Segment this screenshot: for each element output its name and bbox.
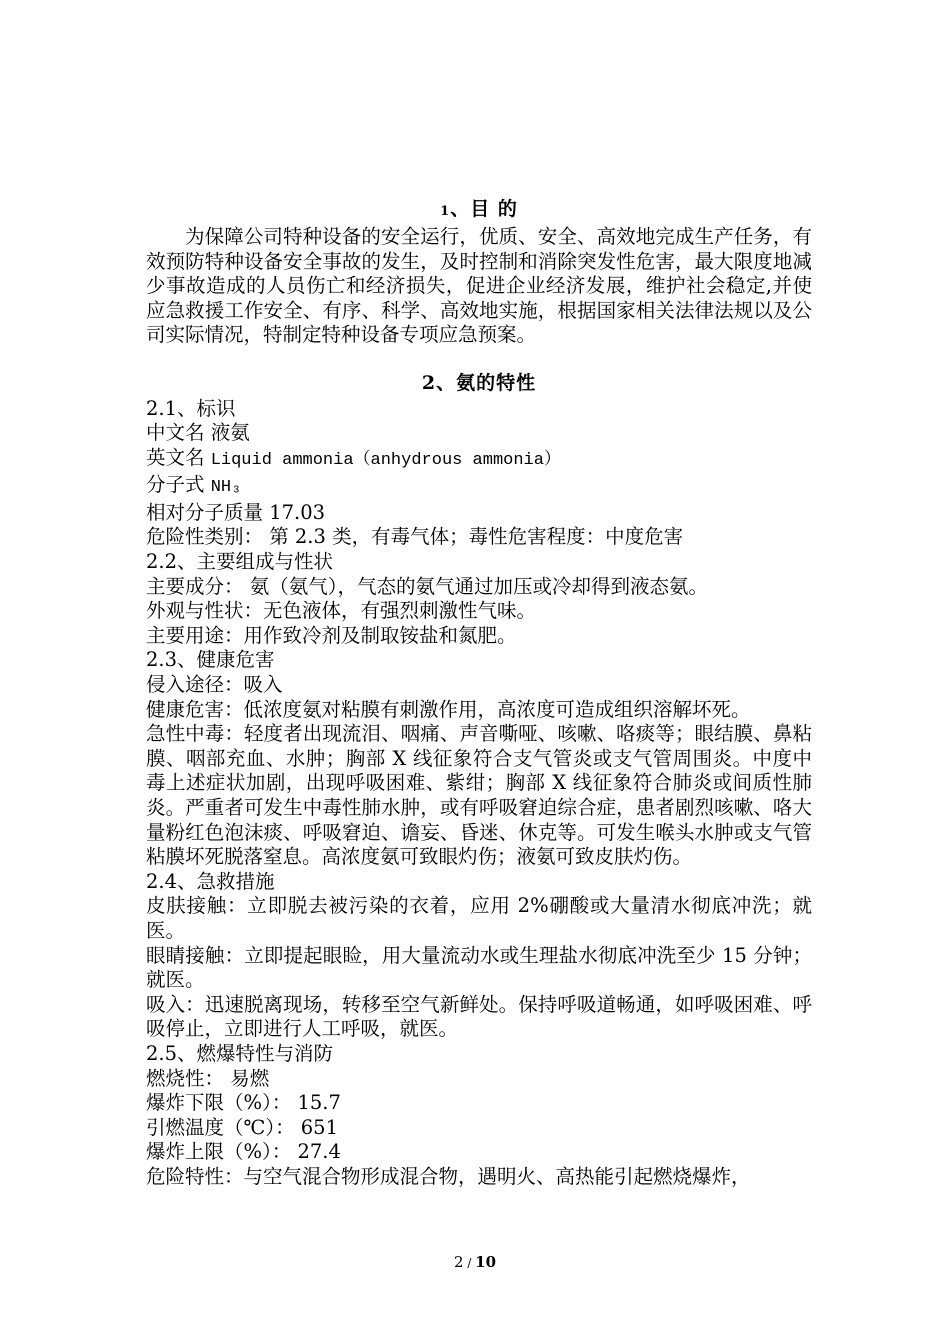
appearance-line: 外观与性状：无色液体，有强烈刺激性气味。 bbox=[146, 599, 537, 623]
lower-explosion-limit-line: 爆炸下限（%）： 15.7 bbox=[146, 1091, 341, 1115]
section-2-heading: 2、氨的特性 bbox=[421, 371, 537, 394]
purpose-paragraph: 为保障公司特种设备的安全运行，优质、安全、高效地完成生产任务，有效预防特种设备安全事故的发生，及时控制和消除突发性危害，最大限度地减少事故造成的人员伤亡和经济损失，促进企业经济发展，维护社会稳定,并使应急救援工作安全、有序、科学、高效地实施，根据国家相关法律法规以及公司实际情况，特制定特种设备专项应急预案。 bbox=[146, 225, 812, 346]
page-total: 10 bbox=[475, 1253, 497, 1271]
section-1-heading bbox=[146, 196, 812, 225]
formula-line bbox=[146, 473, 812, 501]
subsection-2-3-heading: 2.3、健康危害 bbox=[146, 648, 275, 672]
eye-contact-paragraph: 眼睛接触：立即提起眼睑，用大量流动水或生理盐水彻底冲洗至少 15 分钟；就医。 bbox=[146, 943, 812, 992]
usage-line: 主要用途：用作致冷剂及制取铵盐和氮肥。 bbox=[146, 623, 517, 647]
upper-explosion-limit-line: 爆炸上限（%）： 27.4 bbox=[146, 1140, 341, 1164]
page-separator: / bbox=[463, 1256, 476, 1270]
subsection-2-4-heading: 2.4、急救措施 bbox=[146, 869, 275, 893]
chinese-name-line: 中文名 液氨 bbox=[146, 421, 250, 445]
english-name-value: Liquid ammonia（anhydrous ammonia） bbox=[210, 450, 561, 470]
english-name-label: 英文名 bbox=[146, 445, 211, 469]
subsection-2-2-heading: 2.2、主要组成与性状 bbox=[146, 550, 334, 574]
page-number: 2 bbox=[453, 1253, 464, 1271]
section-1-number: 1 bbox=[440, 204, 451, 219]
page-content bbox=[146, 196, 812, 1190]
english-name-line bbox=[146, 446, 812, 474]
ignition-temperature-line: 引燃温度（℃）： 651 bbox=[146, 1115, 338, 1139]
molecular-mass-line: 相对分子质量 17.03 bbox=[146, 500, 326, 524]
subsection-2-1-heading: 2.1、标识 bbox=[146, 396, 236, 420]
formula-value: NH₃ bbox=[210, 478, 242, 498]
composition-line: 主要成分： 氨（氨气），气态的氨气通过加压或冷却得到液态氨。 bbox=[146, 574, 708, 598]
route-line: 侵入途径：吸入 bbox=[146, 673, 283, 697]
subsection-2-5-heading: 2.5、燃爆特性与消防 bbox=[146, 1041, 334, 1065]
formula-label: 分子式 bbox=[146, 473, 211, 497]
health-hazard-line: 健康危害：低浓度氨对粘膜有刺激作用，高浓度可造成组织溶解坏死。 bbox=[146, 697, 751, 721]
acute-poisoning-paragraph: 急性中毒：轻度者出现流泪、咽痛、声音嘶哑、咳嗽、咯痰等；眼结膜、鼻粘膜、咽部充血、水肿；胸部 X 线征象符合支气管炎或支气管周围炎。中度中毒上述症状加剧，出现呼吸困难、紫绀；胸部 X 线征象符合肺炎或间质性肺炎。严重者可发生中毒性肺水肿，或有呼吸窘迫综合症，患者剧烈咳嗽、咯大量粉红色泡沫痰、呼吸窘迫、谵妄、昏迷、休克等。可发生喉头水肿或支气管粘膜坏死脱落窒息。高浓度氨可致眼灼伤；液氨可致皮肤灼伤。 bbox=[146, 722, 812, 869]
danger-characteristics-line: 危险特性：与空气混合物形成混合物，遇明火、高热能引起燃烧爆炸， bbox=[146, 1164, 751, 1188]
page-footer bbox=[0, 1252, 950, 1273]
flammability-line: 燃烧性： 易燃 bbox=[146, 1066, 270, 1090]
section-1-title: 、目 的 bbox=[450, 198, 518, 220]
inhalation-paragraph: 吸入：迅速脱离现场，转移至空气新鲜处。保持呼吸道畅通，如呼吸困难、呼吸停止，立即进行人工呼吸，就医。 bbox=[146, 992, 812, 1041]
hazard-class-line: 危险性类别： 第 2.3 类，有毒气体；毒性危害程度：中度危害 bbox=[146, 525, 684, 549]
skin-contact-paragraph: 皮肤接触：立即脱去被污染的衣着，应用 2%硼酸或大量清水彻底冲洗；就医。 bbox=[146, 894, 812, 942]
